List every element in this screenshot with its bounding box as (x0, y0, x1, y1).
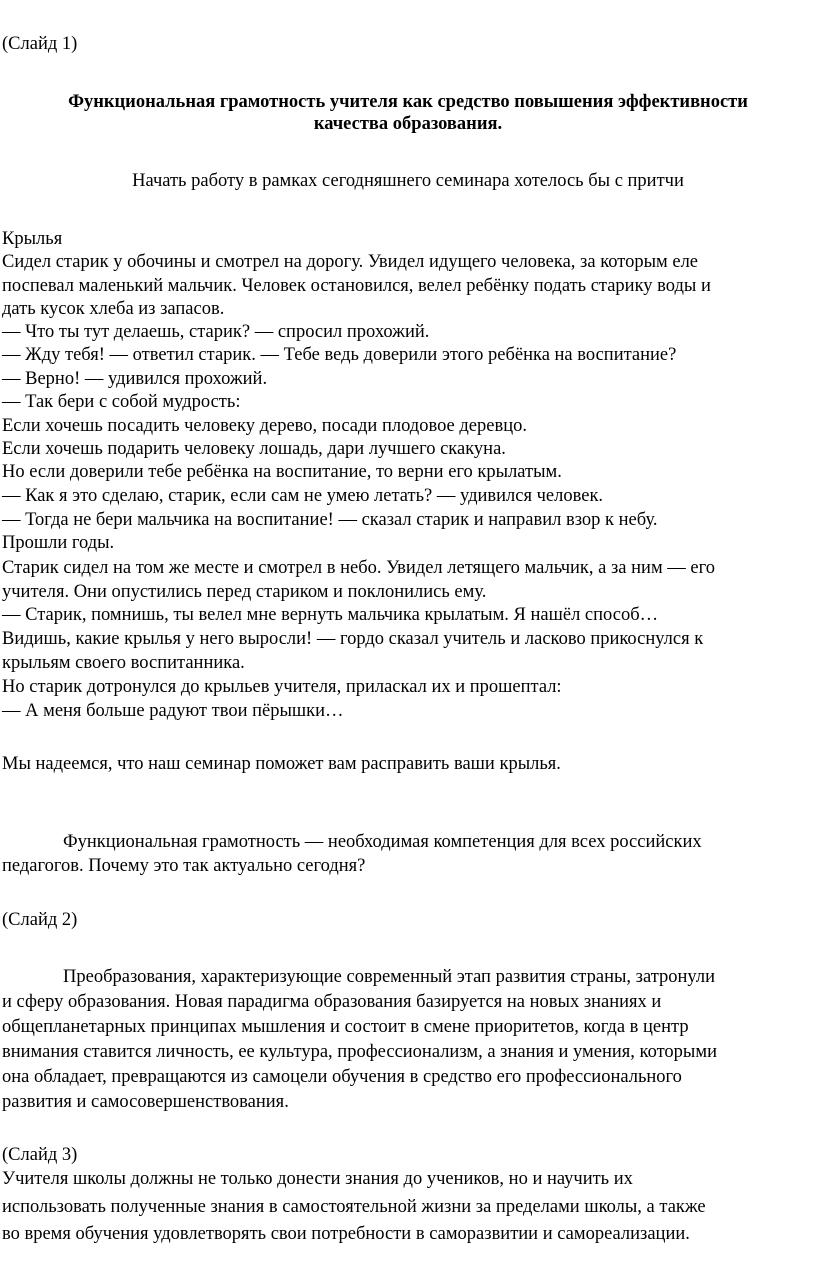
parable-line: — Верно! — удивился прохожий. (2, 369, 268, 389)
parable-line: Но старик дотронулся до крыльев учителя, приласкал их и прошептал: (2, 677, 562, 697)
parable-line: — Как я это сделаю, старик, если сам не умею летать? — удивился человек. (2, 486, 604, 506)
parable-line: — А меня больше радуют твои пёрышки… (2, 701, 344, 721)
slide-3-label: (Слайд 3) (2, 1145, 78, 1165)
parable-line: Если хочешь посадить человеку дерево, посади плодовое деревцо. (2, 416, 527, 436)
document-title-line-1: Функциональная грамотность учителя как средство повышения эффективности (68, 92, 748, 112)
competence-line-2: педагогов. Почему это так актуально сегодня? (2, 856, 366, 876)
seminar-hope-text: Мы надеемся, что наш семинар поможет вам расправить ваши крылья. (2, 754, 561, 774)
slide-2-line: общепланетарных принципах мышления и состоит в смене приоритетов, когда в центр (2, 1017, 689, 1037)
slide-2-line: развития и самосовершенствования. (2, 1092, 289, 1112)
slide-3-line: Учителя школы должны не только донести знания до учеников, но и научить их (2, 1169, 633, 1189)
parable-line: Старик сидел на том же месте и смотрел в небо. Увидел летящего мальчик, а за ним — его (2, 558, 715, 578)
parable-line: учителя. Они опустились перед стариком и поклонились ему. (2, 582, 487, 602)
slide-3-line: во время обучения удовлетворять свои потребности в саморазвитии и самореализации. (2, 1224, 690, 1244)
parable-line: — Что ты тут делаешь, старик? — спросил прохожий. (2, 322, 430, 342)
parable-line: Но если доверили тебе ребёнка на воспитание, то верни его крылатым. (2, 462, 562, 482)
parable-line: — Жду тебя! — ответил старик. — Тебе ведь доверили этого ребёнка на воспитание? (2, 345, 677, 365)
document-title-line-2: качества образования. (313, 114, 503, 134)
parable-line: Прошли годы. (2, 533, 115, 553)
slide-2-line: Преобразования, характеризующие современный этап развития страны, затронули (63, 967, 715, 987)
parable-line: — Старик, помнишь, ты велел мне вернуть мальчика крылатым. Я нашёл способ… (2, 605, 659, 625)
slide-2-label: (Слайд 2) (2, 910, 78, 930)
parable-line: — Так бери с собой мудрость: (2, 392, 241, 412)
parable-line: — Тогда не бери мальчика на воспитание! — сказал старик и направил взор к небу. (2, 510, 658, 530)
slide-2-line: внимания ставится личность, ее культура, профессионализм, а знания и умения, которыми (2, 1042, 717, 1062)
slide-2-line: она обладает, превращаются из самоцели обучения в средство его профессионального (2, 1067, 682, 1087)
parable-line: Сидел старик у обочины и смотрел на дорогу. Увидел идущего человека, за которым еле (2, 252, 699, 272)
parable-line: дать кусок хлеба из запасов. (2, 299, 225, 319)
slide-3-line: использовать полученные знания в самостоятельной жизни за пределами школы, а также (2, 1197, 706, 1217)
slide-2-line: и сферу образования. Новая парадигма образования базируется на новых знаниях и (2, 992, 662, 1012)
parable-line: Видишь, какие крылья у него выросли! — гордо сказал учитель и ласково прикоснулся к (2, 629, 704, 649)
competence-line-1: Функциональная грамотность — необходимая компетенция для всех российских (63, 832, 702, 852)
slide-1-label: (Слайд 1) (2, 34, 78, 54)
parable-line: поспевал маленький мальчик. Человек остановился, велел ребёнку подать старику воды и (2, 276, 711, 296)
parable-line: крыльям своего воспитанника. (2, 653, 245, 673)
parable-title: Крылья (2, 229, 63, 249)
parable-line: Если хочешь подарить человеку лошадь, дари лучшего скакуна. (2, 439, 506, 459)
intro-text: Начать работу в рамках сегодняшнего семинара хотелось бы с притчи (132, 171, 684, 191)
